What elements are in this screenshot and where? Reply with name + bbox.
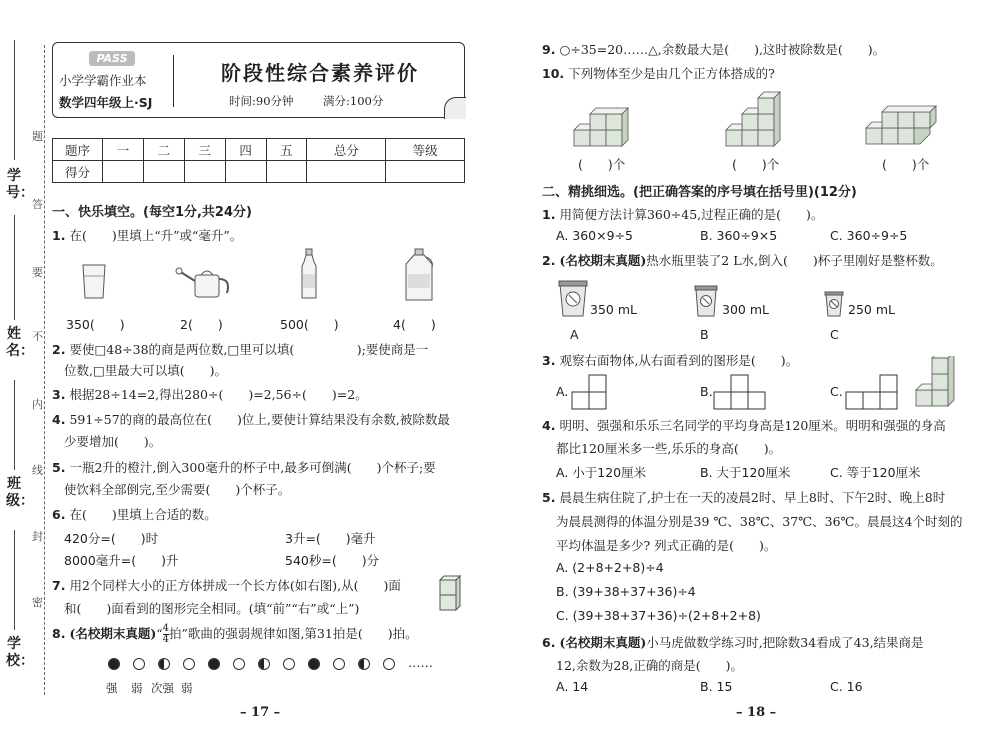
beat-label: 弱: [181, 681, 193, 695]
question-number: 9.: [542, 42, 556, 57]
question-9: [542, 40, 885, 58]
question-text-cont: 使饮料全部倒完,至少需要( )个杯子。: [64, 482, 291, 497]
question-text-cont: 都比120厘米多一些,乐乐的身高( )。: [556, 441, 782, 456]
stacked-cubes-icon: [438, 574, 462, 612]
question-text: 下列物体至少是由几个正方体搭成的?: [568, 66, 775, 81]
medium-cup-icon: [694, 284, 718, 318]
cube-figure-3: [864, 94, 948, 150]
q6-item[interactable]: 8000毫升=( )升: [64, 553, 179, 568]
beat-circle: [208, 658, 220, 670]
question-number: 5.: [542, 490, 556, 505]
beat-pattern: [108, 655, 433, 670]
q10-answer[interactable]: ( )个: [732, 157, 780, 172]
option-b[interactable]: B. 大于120厘米: [700, 465, 791, 480]
seal-char: 题: [32, 130, 43, 143]
score-table-header: 二: [143, 139, 184, 161]
exam-tag: (名校期末真题): [559, 253, 647, 268]
option-a[interactable]: A.: [556, 384, 569, 399]
option-b[interactable]: B. (39+38+37+36)÷4: [556, 584, 696, 599]
option-c[interactable]: C: [830, 327, 839, 342]
beat-label: 强: [106, 681, 118, 695]
beat-circle: [333, 658, 345, 670]
s2-question-1: [542, 205, 823, 223]
question-text-cont: 平均体温是多少? 列式正确的是( )。: [556, 538, 777, 553]
page-curl-icon: [444, 97, 466, 119]
student-id-label: 学号：: [6, 168, 34, 201]
seal-char: 线: [32, 464, 43, 477]
score-table-score-row: [53, 161, 465, 183]
question-number: 6.: [52, 507, 66, 522]
question-number: 5.: [52, 460, 66, 475]
beat-circle: [283, 658, 295, 670]
q10-answer[interactable]: ( )个: [578, 157, 626, 172]
school-label: 学校：: [6, 636, 34, 669]
question-3: [52, 385, 368, 403]
question-6: [52, 505, 217, 523]
page-title: 阶段性综合素养评价: [221, 61, 419, 85]
view-shape-a: [570, 373, 610, 411]
question-text-cont: 和( )面看到的图形完全相同。(填“前”“右”或“上”): [64, 601, 360, 616]
question-number: 1.: [52, 228, 66, 243]
option-a[interactable]: A. 小于120厘米: [556, 465, 647, 480]
question-text: ○÷35=20……△,余数最大是( ),这时被除数是( )。: [559, 42, 886, 57]
question-number: 2.: [52, 342, 66, 357]
question-text: 要使□48÷38的商是两位数,□里可以填( );要使商是一: [69, 342, 429, 357]
question-number: 3.: [52, 387, 66, 402]
score-cell[interactable]: [225, 161, 266, 183]
exam-full-score: 满分:100分: [323, 94, 384, 108]
school-line[interactable]: [14, 530, 15, 630]
binding-line: [44, 45, 45, 695]
question-text: 明明、强强和乐乐三名同学的平均身高是120厘米。明明和强强的身高: [559, 418, 946, 433]
question-text: 用2个同样大小的正方体拼成一个长方体(如右图),从( )面: [69, 578, 401, 593]
seal-char: 内: [32, 398, 43, 411]
score-table-header-row: [53, 139, 465, 161]
beat-label: 弱: [131, 681, 143, 695]
header-divider: [173, 55, 174, 107]
question-text: 在( )里填上合适的数。: [69, 507, 217, 522]
option-b[interactable]: B.: [700, 384, 713, 399]
question-text: 一瓶2升的橙汁,倒入300毫升的杯子中,最多可倒满( )个杯子;要: [69, 460, 436, 475]
question-number: 4.: [52, 412, 66, 427]
score-table-header: 一: [103, 139, 144, 161]
q1-item[interactable]: 500( ): [280, 317, 339, 332]
question-text: 晨晨生病住院了,护士在一天的凌晨2时、早上8时、下午2时、晚上8时: [559, 490, 946, 505]
observed-object-icon: [914, 356, 964, 410]
score-table: [52, 138, 465, 183]
cup-icon: [80, 262, 108, 300]
q6-item[interactable]: 3升=( )毫升: [285, 531, 376, 546]
beat-circle: [308, 658, 320, 670]
question-1: [52, 226, 242, 244]
question-number: 7.: [52, 578, 66, 593]
page-number: – 18 –: [736, 705, 777, 720]
option-c[interactable]: C. 16: [830, 679, 863, 694]
q10-answer[interactable]: ( )个: [882, 157, 930, 172]
question-number: 8.: [52, 626, 66, 641]
question-text: 小马虎做数学练习时,把除数34看成了43,结果商是: [646, 635, 924, 650]
seal-char: 不: [32, 330, 43, 343]
beat-circle: [233, 658, 245, 670]
ellipsis: ……: [408, 655, 433, 670]
question-text: 热水瓶里装了2 L水,倒入( )杯子里刚好是整杯数。: [646, 253, 943, 268]
question-4: [52, 410, 450, 428]
score-table-header: 四: [225, 139, 266, 161]
question-2: [52, 340, 428, 358]
beat-circle: [158, 658, 170, 670]
s2-question-5: [542, 488, 945, 506]
seal-char: 封: [32, 530, 43, 543]
section-heading: 一、快乐填空。(每空1分,共24分): [52, 205, 252, 220]
name-label: 姓名：: [6, 326, 34, 359]
score-row-label: 得分: [53, 161, 103, 183]
watering-can-icon: [175, 265, 235, 301]
question-5: [52, 458, 436, 476]
seal-char: 要: [32, 266, 43, 279]
option-a[interactable]: A. 360×9÷5: [556, 228, 633, 243]
header-box: [52, 42, 465, 118]
bottle-icon: [298, 248, 320, 300]
question-number: 6.: [542, 635, 556, 650]
question-text: 观察右面物体,从右面看到的图形是( )。: [559, 353, 799, 368]
question-number: 4.: [542, 418, 556, 433]
question-number: 1.: [542, 207, 556, 222]
beat-circle: [108, 658, 120, 670]
score-table-header: 题序: [53, 139, 103, 161]
option-c[interactable]: C. 等于120厘米: [830, 465, 921, 480]
q1-item[interactable]: 350( ): [66, 317, 125, 332]
page-number: – 17 –: [240, 705, 281, 720]
view-shape-b: [712, 373, 768, 411]
section-heading: 二、精挑细选。(把正确答案的序号填在括号里)(12分): [542, 185, 857, 200]
name-line[interactable]: [14, 215, 15, 320]
question-10: [542, 64, 775, 82]
question-text: 591÷57的商的最高位在( )位上,要使计算结果没有余数,被除数最: [69, 412, 450, 427]
class-line[interactable]: [14, 380, 15, 470]
option-b[interactable]: B: [700, 327, 709, 342]
beat-circle: [133, 658, 145, 670]
question-text-cont: 为晨晨测得的体温分别是39 ℃、38℃、37℃、36℃。晨晨这4个时刻的: [556, 514, 963, 529]
exam-time: 时间:90分钟: [229, 94, 294, 108]
question-7: [52, 576, 401, 594]
beat-label: 次强: [151, 681, 174, 695]
fraction-numerator: 4: [162, 623, 170, 634]
question-number: 10.: [542, 66, 565, 81]
score-cell[interactable]: [103, 161, 144, 183]
question-8: [52, 624, 418, 645]
cup-volume: 300 mL: [722, 302, 769, 317]
option-a[interactable]: A. (2+8+2+8)÷4: [556, 560, 664, 575]
question-text: 用简便方法计算360÷45,过程正确的是( )。: [559, 207, 824, 222]
beat-circle: [183, 658, 195, 670]
class-label: 班级：: [6, 476, 34, 509]
q1-item[interactable]: 2( ): [180, 317, 223, 332]
student-id-line[interactable]: [14, 40, 15, 160]
jug-icon: [402, 248, 436, 302]
score-cell[interactable]: [386, 161, 465, 183]
brand-name: 小学学霸作业本: [59, 73, 147, 88]
beat-circle: [258, 658, 270, 670]
q1-item[interactable]: 4( ): [393, 317, 436, 332]
exam-tag: (名校期末真题): [69, 626, 157, 641]
score-cell[interactable]: [184, 161, 225, 183]
large-cup-icon: [558, 278, 588, 318]
s2-question-2: [542, 251, 943, 269]
s2-question-3: [542, 351, 798, 369]
question-text-cont: 12,余数为28,正确的商是( )。: [556, 658, 744, 673]
cup-volume: 250 mL: [848, 302, 895, 317]
option-a[interactable]: A. 14: [556, 679, 589, 694]
exam-tag: (名校期末真题): [559, 635, 647, 650]
option-b[interactable]: B. 15: [700, 679, 733, 694]
question-text-cont: 少要增加( )。: [64, 434, 162, 449]
s2-question-4: [542, 416, 946, 434]
grade-label: 数学四年级上·SJ: [59, 95, 153, 110]
question-number: 3.: [542, 353, 556, 368]
pass-logo: PASS: [89, 51, 135, 66]
small-cup-icon: [824, 290, 844, 318]
quote-open: “: [156, 626, 163, 641]
question-text-cont: 位数,□里最大可以填( )。: [64, 363, 228, 378]
seal-char: 答: [32, 198, 43, 211]
seal-char: 密: [32, 596, 43, 609]
q6-item[interactable]: 540秒=( )分: [285, 553, 380, 568]
option-c[interactable]: C. 360÷9÷5: [830, 228, 908, 243]
score-cell[interactable]: [143, 161, 184, 183]
score-table-header: 总分: [307, 139, 386, 161]
view-shape-c: [844, 373, 900, 411]
cup-volume: 350 mL: [590, 302, 637, 317]
s2-question-6: [542, 633, 924, 651]
option-c[interactable]: C. (39+38+37+36)÷(2+8+2+8): [556, 608, 761, 623]
q6-item[interactable]: 420分=( )时: [64, 531, 159, 546]
fraction-denominator: 4: [162, 634, 170, 645]
option-a[interactable]: A: [570, 327, 579, 342]
score-table-header: 等级: [386, 139, 465, 161]
beat-circle: [383, 658, 395, 670]
option-c[interactable]: C.: [830, 384, 843, 399]
cube-figure-1: [570, 100, 650, 150]
score-table-header: 五: [266, 139, 307, 161]
question-number: 2.: [542, 253, 556, 268]
option-b[interactable]: B. 360÷9×5: [700, 228, 778, 243]
score-table-header: 三: [184, 139, 225, 161]
score-cell[interactable]: [307, 161, 386, 183]
question-text: 拍”歌曲的强弱规律如图,第31拍是( )拍。: [169, 626, 418, 641]
score-cell[interactable]: [266, 161, 307, 183]
right-page: [500, 0, 1000, 750]
question-text: 根据28÷14=2,得出280÷( )=2,56÷( )=2。: [69, 387, 368, 402]
beat-circle: [358, 658, 370, 670]
cube-figure-2: [722, 86, 786, 150]
question-text: 在( )里填上“升”或“毫升”。: [69, 228, 243, 243]
